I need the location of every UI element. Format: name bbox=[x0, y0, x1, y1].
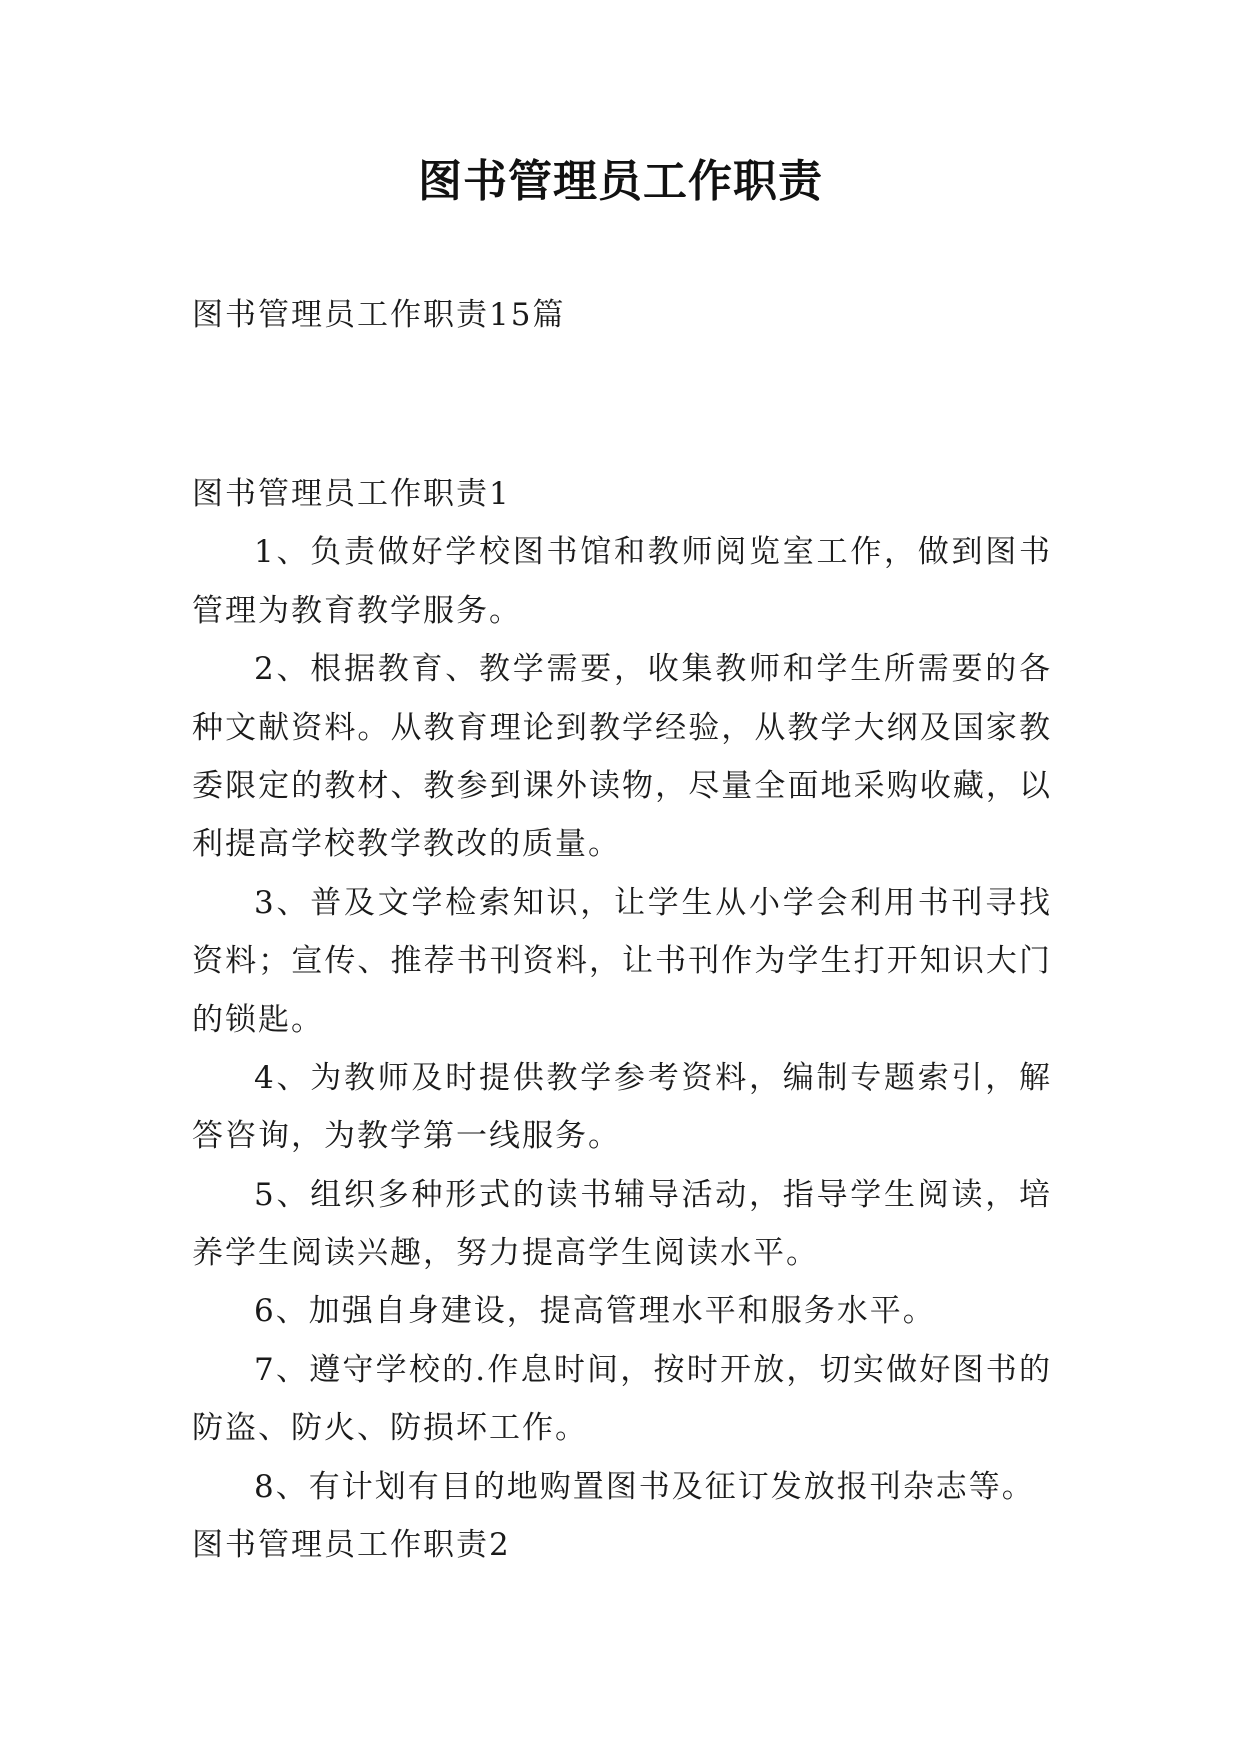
document-title: 图书管理员工作职责 bbox=[418, 156, 823, 207]
section-heading: 图书管理员工作职责2 bbox=[192, 1527, 511, 1564]
paragraph-line: 4、为教师及时提供教学参考资料，编制专题索引，解 bbox=[254, 1059, 1052, 1096]
paragraph-line: 利提高学校教学教改的质量。 bbox=[192, 826, 621, 863]
paragraph-line: 的锁匙。 bbox=[192, 1001, 324, 1038]
paragraph-line: 管理为教育教学服务。 bbox=[192, 592, 522, 629]
section-heading: 图书管理员工作职责1 bbox=[192, 476, 511, 512]
paragraph-line: 7、遵守学校的.作息时间，按时开放，切实做好图书的 bbox=[254, 1351, 1052, 1388]
paragraph-line: 3、普及文学检索知识，让学生从小学会利用书刊寻找 bbox=[254, 884, 1052, 921]
paragraph-line: 养学生阅读兴趣，努力提高学生阅读水平。 bbox=[192, 1235, 819, 1272]
paragraph-line: 防盗、防火、防损坏工作。 bbox=[192, 1410, 588, 1447]
paragraph-line: 委限定的教材、教参到课外读物，尽量全面地采购收藏，以 bbox=[192, 767, 1052, 804]
document-subtitle: 图书管理员工作职责15篇 bbox=[192, 297, 566, 333]
document-body bbox=[192, 465, 1052, 1574]
paragraph-line: 1、负责做好学校图书馆和教师阅览室工作，做到图书 bbox=[254, 534, 1052, 571]
paragraph-line: 2、根据教育、教学需要，收集教师和学生所需要的各 bbox=[254, 651, 1052, 688]
paragraph-line: 种文献资料。从教育理论到教学经验，从教学大纲及国家教 bbox=[192, 709, 1052, 746]
paragraph-line: 5、组织多种形式的读书辅导活动，指导学生阅读，培 bbox=[254, 1176, 1052, 1213]
paragraph-line: 资料；宣传、推荐书刊资料，让书刊作为学生打开知识大门 bbox=[192, 943, 1052, 980]
paragraph-line: 6、加强自身建设，提高管理水平和服务水平。 bbox=[254, 1293, 936, 1330]
paragraph-line: 8、有计划有目的地购置图书及征订发放报刊杂志等。 bbox=[254, 1468, 1035, 1505]
paragraph-line: 答咨询，为教学第一线服务。 bbox=[192, 1118, 621, 1155]
